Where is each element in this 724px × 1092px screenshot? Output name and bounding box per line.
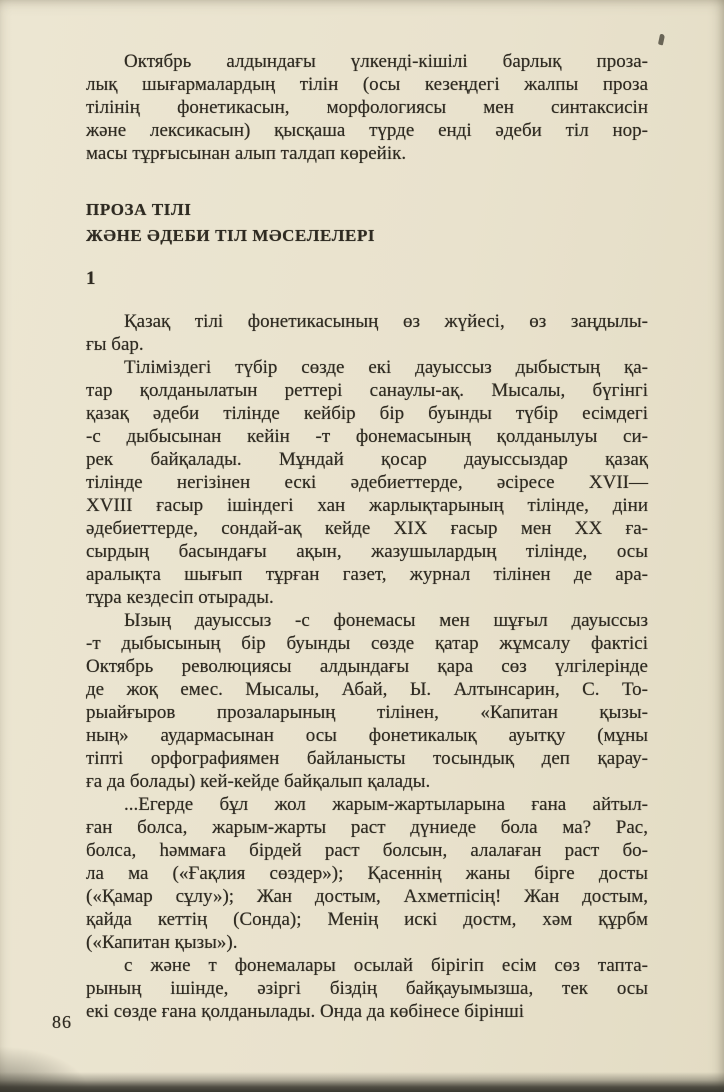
chapter-heading (86, 197, 648, 249)
text-line: тар қолданылатын реттері санаулы-ақ. Мысалы, бүгінгі (86, 380, 648, 401)
text-line: тілінің фонетикасын, морфологиясы мен синтаксисін (86, 97, 648, 118)
text-line: қайда кеттің (Сонда); Менің искі достм, хәм құрбм (86, 909, 648, 930)
page-number: 86 (52, 1012, 72, 1032)
text-line: болса, һәммаға бірдей раст болсын, алалаған раст бо- (86, 840, 648, 861)
paragraph (86, 310, 648, 356)
text-line: ...Егерде бұл жол жарым-жартыларына ғана айтыл- (124, 794, 648, 815)
text-line: рыайғыров прозаларының тілінен, «Капитан қызы- (86, 702, 648, 723)
scan-corner-shadow (0, 1046, 90, 1092)
text-line: с және т фонемалары осылай бірігіп есім сөз тапта- (124, 955, 648, 976)
text-line: -т дыбысының бір буынды сөзде қатар жұмсалу фактісі (86, 633, 648, 654)
text-line: ға да болады) кей-кейде байқалып қалады. (86, 771, 431, 792)
text-line: Тіліміздегі түбір сөзде екі дауыссыз дыбыстың қа- (124, 357, 648, 378)
text-line: Октябрь алдындағы үлкенді-кішілі барлық проза- (124, 51, 648, 72)
text-line: және лексикасын) қысқаша түрде енді әдеби тіл нор- (86, 120, 648, 141)
text-line: рының ішінде, әзіргі біздің байқауымызша, тек осы (86, 978, 648, 999)
text-line: ПРОЗА ТІЛІ (86, 200, 192, 219)
text-line: ЖӘНЕ ӘДЕБИ ТІЛ МӘСЕЛЕЛЕРІ (86, 226, 376, 245)
section-number (86, 267, 648, 290)
text-line: тілінде негізінен ескі әдебиеттерде, әсіресе XVII— (86, 472, 648, 493)
text-line: Ызың дауыссыз -с фонемасы мен шұғыл дауыссыз (124, 610, 648, 631)
text-line: аралықта шығып тұрған газет, журнал тілінен де ара- (86, 564, 648, 585)
text-line: («Қамар сұлу»); Жан достым, Ахметпісің! Жан достым, (86, 886, 648, 907)
paragraph (86, 50, 648, 165)
text-line: сырдың басындағы ақын, жазушылардың тілінде, осы (86, 541, 648, 562)
text-line: ған болса, жарым-жарты раст дүниеде бола ма? Рас, (86, 817, 648, 838)
text-line: («Капитан қызы»). (86, 932, 238, 953)
paragraph (86, 793, 648, 954)
text-line: ғы бар. (86, 334, 144, 355)
text-line: масы тұрғысынан алып талдап көрейік. (86, 143, 407, 164)
text-line: лық шығармалардың тілін (осы кезеңдегі жалпы проза (86, 74, 648, 95)
text-line: 1 (86, 268, 96, 289)
text-line: Октябрь революциясы алдындағы қара сөз үлгілерінде (86, 656, 648, 677)
text-line: әдебиеттерде, сондай-ақ кейде XIX ғасыр мен XX ға- (86, 518, 648, 539)
text-line: XVIII ғасыр ішіндегі хан жарлықтарының тілінде, діни (86, 495, 648, 516)
text-line: тұра кездесіп отырады. (86, 587, 274, 608)
paragraph (86, 954, 648, 1023)
paragraph (86, 609, 648, 793)
text-line: рек байқалады. Мұндай қосар дауыссыздар қазақ (86, 449, 648, 470)
scan-bottom-edge (0, 1072, 724, 1092)
text-column (86, 50, 648, 1023)
text-line: екі сөзде ғана қолданылады. Онда да көбінесе бірінші (86, 1001, 525, 1022)
scan-artifact (658, 34, 665, 46)
text-line: де жоқ емес. Мысалы, Абай, Ы. Алтынсарин, С. То- (86, 679, 648, 700)
text-line: ның» аудармасынан осы фонетикалық ауытқу (мұны (86, 725, 648, 746)
text-line: қазақ әдеби тілінде кейбір бір буынды түбір есімдегі (86, 403, 648, 424)
text-line: тіпті орфографиямен байланысты тосындық деп қарау- (86, 748, 648, 769)
text-line: -с дыбысынан кейін -т фонемасының қолданылуы си- (86, 426, 648, 447)
text-line: Қазақ тілі фонетикасының өз жүйесі, өз заңдылы- (124, 311, 648, 332)
paragraph (86, 356, 648, 609)
text-line: ла ма («Ғақлия сөздер»); Қасеннің жаны бірге досты (86, 863, 648, 884)
